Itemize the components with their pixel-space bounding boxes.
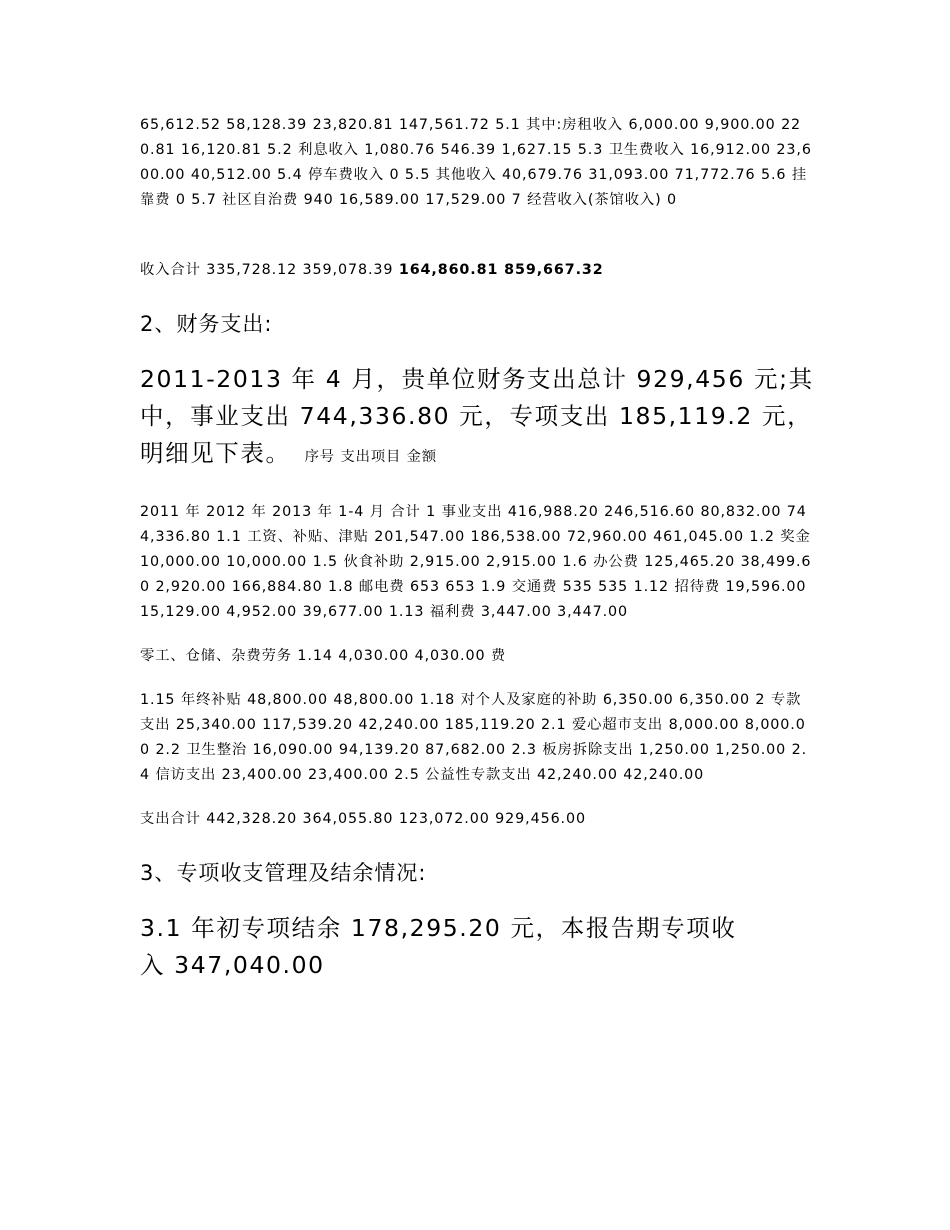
special-balance-paragraph: 3.1 年初专项结余 178,295.20 元，本报告期专项收入 347,040.00 [140, 914, 737, 979]
labor-expense-line: 零工、仓储、杂费劳务 1.14 4,030.00 4,030.00 费 [140, 648, 507, 664]
section-heading-2: 2、财务支出: [140, 312, 273, 336]
income-total-line [140, 258, 815, 283]
expense-total-line: 支出合计 442,328.20 364,055.80 123,072.00 929,456.00 [140, 811, 586, 827]
expense-summary-text: 2011-2013 年 4 月，贵单位财务支出总计 929,456 元;其中，事业支出 744,336.80 元，专项支出 185,119.2 元，明细见下表。 [140, 365, 814, 467]
special-expense-paragraph: 1.15 年终补贴 48,800.00 48,800.00 1.18 对个人及家庭的补助 6,350.00 6,350.00 2 专款支出 25,340.00 117,539.20 42,240.00 185,119.20 2.1 爱心超市支出 8,000.00 8,000.00 2.2 卫生整治 16,090.00 94,139.20 87,682.00 2.3 板房拆除支出 1,250.00 1,250.00 2.4 信访支出 23,400.00 23,400.00 2.5 公益性专款支出 42,240.00 42,240.00 [140, 692, 808, 783]
income-total-label: 收入合计 335,728.12 359,078.39 [140, 262, 399, 278]
expense-summary-paragraph [140, 361, 815, 476]
table-header-inline: 序号 支出项目 金额 [304, 449, 438, 465]
section-heading-3: 3、专项收支管理及结余情况: [140, 861, 427, 885]
document-page [140, 113, 815, 984]
income-total-bold-values: 164,860.81 859,667.32 [398, 262, 604, 278]
income-detail-paragraph: 65,612.52 58,128.39 23,820.81 147,561.72 5.1 其中:房租收入 6,000.00 9,900.00 220.81 16,120.81 5.2 利息收入 1,080.76 546.39 1,627.15 5.3 卫生费收入 16,912.00 23,600.00 40,512.00 5.4 停车费收入 0 5.5 其他收入 40,679.76 31,093.00 71,772.76 5.6 挂靠费 0 5.7 社区自治费 940 16,589.00 17,529.00 7 经营收入(茶馆收入) 0 [140, 117, 812, 208]
expense-detail-paragraph: 2011 年 2012 年 2013 年 1-4 月 合计 1 事业支出 416,988.20 246,516.60 80,832.00 744,336.80 1.1 工资、补贴、津贴 201,547.00 186,538.00 72,960.00 461,045.00 1.2 奖金 10,000.00 10,000.00 1.5 伙食补助 2,915.00 2,915.00 1.6 办公费 125,465.20 38,499.60 2,920.00 166,884.80 1.8 邮电费 653 653 1.9 交通费 535 535 1.12 招待费 19,596.00 15,129.00 4,952.00 39,677.00 1.13 福利费 3,447.00 3,447.00 [140, 504, 812, 620]
